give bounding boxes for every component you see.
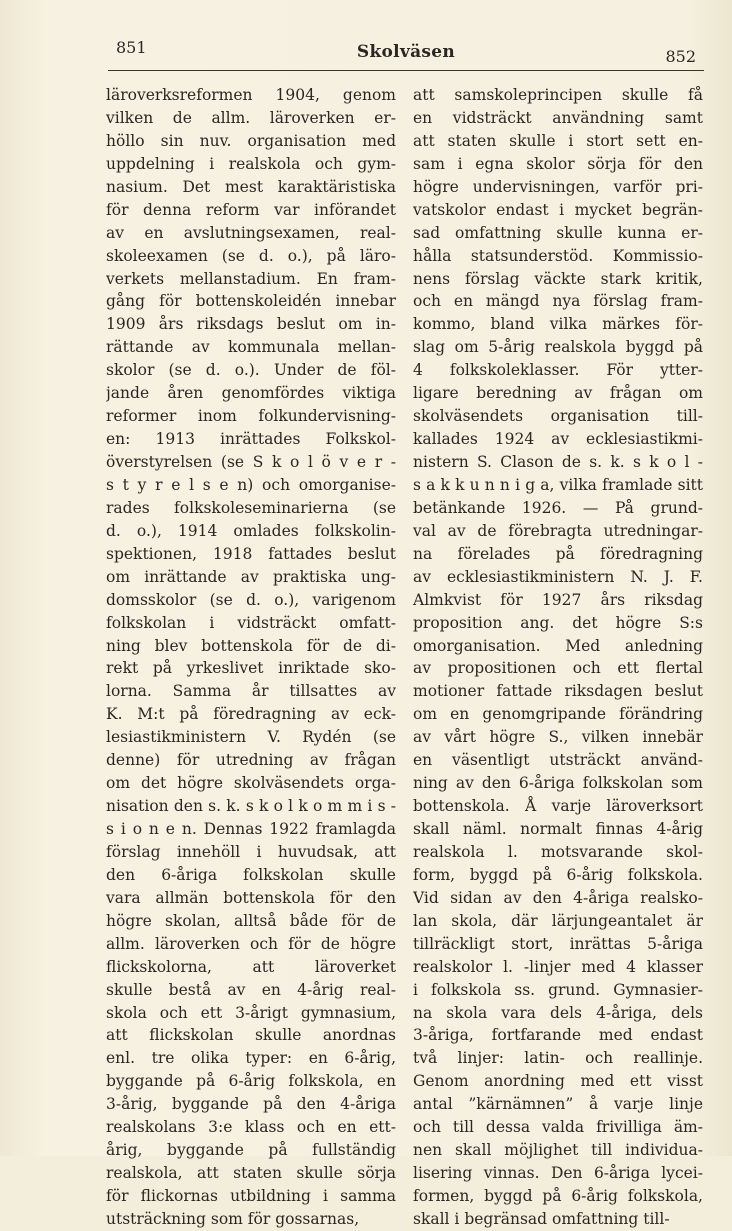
text-line: verkets mellanstadium. En fram- [106, 269, 396, 288]
text-line: slag om 5-årig realskola byggd på [413, 338, 703, 357]
text-line: antal ”kärnämnen” å varje linje [413, 1095, 703, 1114]
text-line: och till dessa valda frivilliga äm- [413, 1118, 703, 1137]
text-line: för flickornas utbildning i samma [106, 1187, 396, 1205]
text-line: tillräckligt stort, inrättas 5-åriga [413, 934, 703, 953]
text-line: i folkskola ss. grund. Gymnasier- [413, 980, 703, 999]
text-line: lan skola, där lärjungeantalet är [413, 911, 703, 930]
header-rule [108, 70, 704, 71]
text-line: uppdelning i realskola och gym- [106, 154, 396, 173]
text-line: s i o n e n. Dennas 1922 framlagda [106, 820, 396, 838]
text-line: ligare beredning av frågan om [413, 384, 703, 403]
text-line: K. M:t på föredragning av eck- [106, 705, 396, 724]
text-line: reformer inom folkundervisning- [106, 407, 396, 426]
text-line: form, byggd på 6-årig folkskola. [413, 865, 703, 884]
text-line: folkskolan i vidsträckt omfatt- [106, 613, 396, 632]
text-line: en vidsträckt användning samt [413, 108, 703, 127]
text-line: nasium. Det mest karaktäristiska [106, 177, 396, 196]
text-line: skall näml. normalt finnas 4-årig [413, 820, 703, 838]
text-line: skolväsendets organisation till- [413, 407, 703, 426]
text-line: jande åren genomfördes viktiga [106, 384, 396, 403]
text-line: lisering vinnas. Den 6-åriga lycei- [413, 1164, 703, 1183]
text-line: rättande av kommunala mellan- [106, 338, 396, 357]
text-line: att staten skulle i stort sett en- [413, 131, 703, 150]
text-line: realskola, att staten skulle sörja [106, 1164, 396, 1183]
text-line: nens förslag väckte stark kritik, [413, 269, 703, 288]
text-line: att samskoleprincipen skulle få [413, 86, 703, 104]
text-line: nen skall möjlighet till individua- [413, 1141, 703, 1160]
text-line: d. o.), 1914 omlades folkskolin- [106, 521, 396, 540]
text-line: allm. läroverken och för de högre [106, 934, 396, 953]
text-line: överstyrelsen (se S k o l ö v e r - [106, 453, 396, 471]
text-line: motioner fattade riksdagen beslut [413, 682, 703, 701]
text-line: Almkvist för 1927 års riksdag [413, 590, 703, 609]
text-line: betänkande 1926. — På grund- [413, 498, 703, 517]
text-line: byggande på 6-årig folkskola, en [106, 1072, 396, 1091]
text-line: en: 1913 inrättades Folkskol- [106, 430, 396, 449]
text-line: proposition ang. det högre S:s [413, 613, 703, 632]
text-line: na förelades på föredragning [413, 544, 703, 563]
text-line: domsskolor (se d. o.), varigenom [106, 590, 396, 609]
text-line: denne) för utredning av frågan [106, 751, 396, 770]
page-number-left: 851 [116, 38, 147, 57]
text-line: förslag innehöll i huvudsak, att [106, 842, 396, 861]
text-line: s a k k u n n i g a, vilka framlade sitt [413, 475, 703, 494]
text-line: formen, byggd på 6-årig folkskola, [413, 1187, 703, 1205]
text-line: om det högre skolväsendets orga- [106, 774, 396, 793]
text-line: hålla statsunderstöd. Kommissio- [413, 246, 703, 265]
text-line: Vid sidan av den 4-åriga realsko- [413, 888, 703, 907]
page-number-right: 852 [665, 47, 696, 66]
text-line: den 6-åriga folkskolan skulle [106, 865, 396, 884]
text-line: av ecklesiastikministern N. J. F. [413, 567, 703, 586]
text-line: s t y r e l s e n) och omorganise- [106, 475, 396, 494]
running-header [108, 38, 704, 72]
text-line: årig, byggande på fullständig [106, 1141, 396, 1160]
text-column-left [106, 84, 396, 1231]
text-line: bottenskola. Å varje läroverksort [413, 797, 703, 816]
text-line: 4 folkskoleklasser. För ytter- [413, 361, 703, 380]
text-line: val av de förebragta utredningar- [413, 521, 703, 540]
text-line: av propositionen och ett flertal [413, 659, 703, 678]
text-line: av en avslutningsexamen, real- [106, 223, 396, 242]
text-line: högre skolan, alltså både för de [106, 911, 396, 930]
text-line: skulle bestå av en 4-årig real- [106, 980, 396, 999]
text-line: ning blev bottenskola för de di- [106, 636, 396, 655]
text-line: 1909 års riksdags beslut om in- [106, 315, 396, 334]
text-line: om inrättande av praktiska ung- [106, 567, 396, 586]
text-line: vilken de allm. läroverken er- [106, 108, 396, 127]
text-line: sam i egna skolor sörja för den [413, 154, 703, 173]
text-line: nistern S. Clason de s. k. s k o l - [413, 453, 703, 471]
text-line: rekt på yrkeslivet inriktade sko- [106, 659, 396, 678]
text-line: om en genomgripande förändring [413, 705, 703, 724]
text-line: lorna. Samma år tillsattes av [106, 682, 396, 701]
text-line: lesiastikministern V. Rydén (se [106, 728, 396, 747]
text-line: vara allmän bottenskola för den [106, 888, 396, 907]
text-line: att flickskolan skulle anordnas [106, 1026, 396, 1045]
text-line: kommo, bland vilka märkes för- [413, 315, 703, 334]
text-line: realskolor l. -linjer med 4 klasser [413, 957, 703, 976]
text-line: skolor (se d. o.). Under de föl- [106, 361, 396, 380]
text-line: och en mängd nya förslag fram- [413, 292, 703, 311]
text-line: skall i begränsad omfattning till- [413, 1209, 670, 1228]
text-line: utsträckning som för gossarnas, [106, 1209, 360, 1228]
text-line: skoleexamen (se d. o.), på läro- [106, 246, 396, 265]
text-line: höllo sin nuv. organisation med [106, 131, 396, 150]
text-line: ning av den 6-åriga folkskolan som [413, 774, 703, 793]
text-line: en väsentligt utsträckt använd- [413, 751, 703, 770]
text-line: högre undervisningen, varför pri- [413, 177, 703, 196]
text-line: omorganisation. Med anledning [413, 636, 703, 655]
text-line: 3-åriga, fortfarande med endast [413, 1026, 703, 1045]
running-title: Skolväsen [356, 42, 456, 62]
text-line: sad omfattning skulle kunna er- [413, 223, 703, 242]
text-line: vatskolor endast i mycket begrän- [413, 200, 703, 219]
text-line: rades folkskoleseminarierna (se [106, 498, 396, 517]
text-line: av vårt högre S., vilken innebär [413, 728, 703, 747]
text-column-right [413, 84, 703, 1231]
text-line: spektionen, 1918 fattades beslut [106, 544, 396, 563]
text-line: realskola l. motsvarande skol- [413, 842, 703, 861]
text-line: för denna reform var införandet [106, 200, 396, 219]
text-line: na skola vara dels 4-åriga, dels [413, 1003, 703, 1022]
text-line: två linjer: latin- och reallinje. [413, 1049, 703, 1068]
text-line: enl. tre olika typer: en 6-årig, [106, 1049, 396, 1068]
text-line: 3-årig, byggande på den 4-åriga [106, 1095, 396, 1114]
text-line: realskolans 3:e klass och en ett- [106, 1118, 396, 1137]
text-line: läroverksreformen 1904, genom [106, 86, 396, 104]
text-line: gång för bottenskoleidén innebar [106, 292, 396, 311]
text-line: Genom anordning med ett visst [413, 1072, 703, 1091]
text-line: skola och ett 3-årigt gymnasium, [106, 1003, 396, 1022]
text-line: flickskolorna, att läroverket [106, 957, 396, 976]
text-line: nisation den s. k. s k o l k o m m i s - [106, 797, 396, 816]
text-line: kallades 1924 av ecklesiastikmi- [413, 430, 703, 449]
